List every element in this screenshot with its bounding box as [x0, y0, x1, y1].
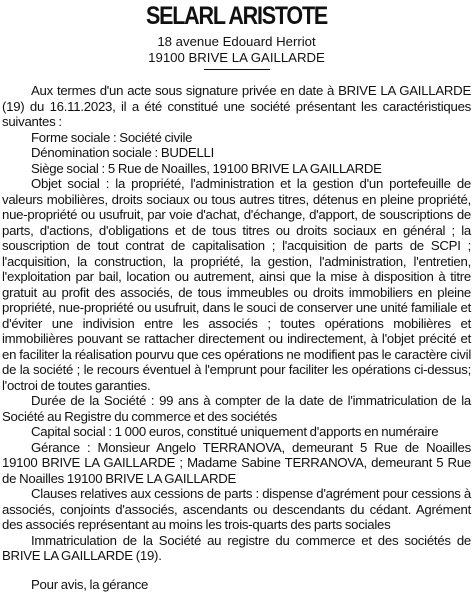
paragraph-management: Gérance : Monsieur Angelo TERRANOVA, demeurant 5 Rue de Noailles 19100 BRIVE LA GAILLARDE ; Madame Sabine TERRANOVA, demeurant 5 Rue de Noailles 19100 BRIVE LA GAILLARDE	[2, 440, 471, 487]
header-divider	[204, 69, 270, 70]
company-name: SELARL ARISTOTE	[35, 3, 438, 30]
notice-body	[2, 83, 471, 592]
paragraph-intro: Aux termes d'un acte sous signature privée en date à BRIVE LA GAILLARDE (19) du 16.11.2023, il a été constitué une société présentant les caractéristiques suivantes :	[2, 83, 471, 130]
paragraph-registered-office: Siège social : 5 Rue de Noailles, 19100 BRIVE LA GAILLARDE	[2, 161, 471, 177]
paragraph-share-transfer: Clauses relatives aux cessions de parts : dispense d'agrément pour cessions à associés, conjoints d'associés, ascendants ou descendants du cédant. Agrément des associés représentant au moins les trois-quarts des parts sociales	[2, 486, 471, 533]
paragraph-corporate-purpose: Objet social : la propriété, l'administration et la gestion d'un portefeuille de valeurs mobilières, droits sociaux ou tous autres titres, détenus en pleine propriété, nue-propriété ou usufruit, par voie d'achat, d'échange, d'apport, de souscriptions de parts, d'actions, d'obligations et de tous titres ou droits sociaux en général ; la souscription de tout contrat de capitalisation ; l'acquisition de parts de SCPI ; l'acquisition, la construction, la propriété, la gestion, l'administration, l'entretien, l'exploitation par bail, location ou autrement, ainsi que la mise à disposition à titre gratuit au profit des associés, de tous immeubles ou droits immobiliers en pleine propriété, nue-propriété ou usufruit, dans le souci de conserver une unité familiale et d'éviter une indivision entre les associés ; toutes opérations mobilières et immobilières pouvant se rattacher directement ou indirectement, à l'objet précité et en faciliter la réalisation pourvu que ces opérations ne modifient pas le caractère civil de la société ; le recours éventuel à l'emprunt pour faciliter les opérations ci-dessus; l'octroi de toutes garanties.	[2, 176, 471, 393]
address-line-2: 19100 BRIVE LA GAILLARDE	[2, 50, 471, 66]
closing-signature: Pour avis, la gérance	[2, 577, 471, 592]
paragraph-legal-form: Forme sociale : Société civile	[2, 130, 471, 146]
paragraph-registration: Immatriculation de la Société au registre du commerce et des sociétés de BRIVE LA GAILLARDE (19).	[2, 533, 471, 564]
address-line-1: 18 avenue Edouard Herriot	[2, 34, 471, 50]
paragraph-duration: Durée de la Société : 99 ans à compter de la date de l'immatriculation de la Société au Registre du commerce et des sociétés	[2, 393, 471, 424]
paragraph-company-name: Dénomination sociale : BUDELLI	[2, 145, 471, 161]
paragraph-share-capital: Capital social : 1 000 euros, constitué uniquement d'apports en numéraire	[2, 424, 471, 440]
